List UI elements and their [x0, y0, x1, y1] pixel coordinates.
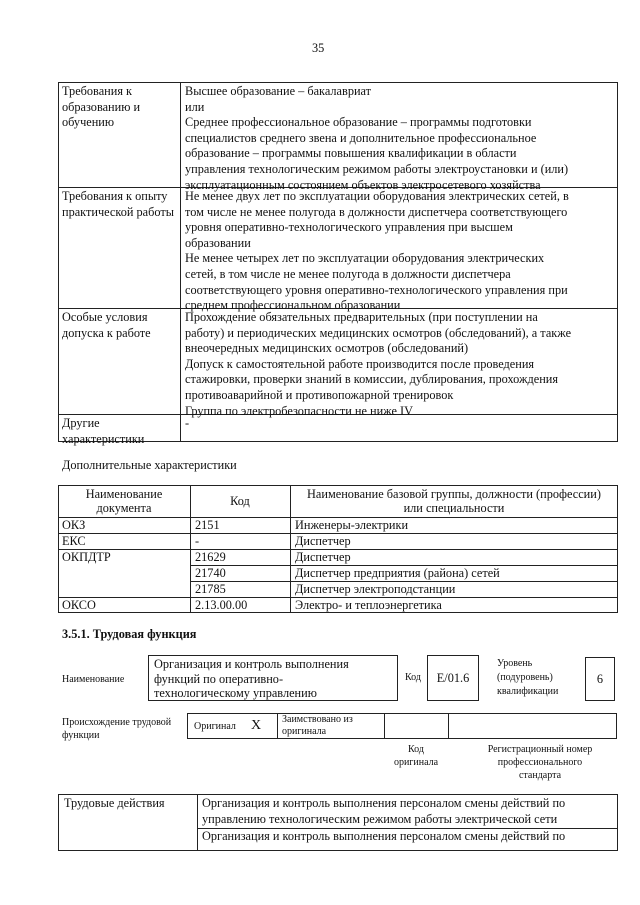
- code-original-label: Код оригинала: [393, 744, 439, 768]
- page-number: 35: [312, 41, 325, 55]
- table-cell-doc: ОКЗ: [62, 518, 86, 532]
- table-cell-doc: ОКСО: [62, 598, 96, 612]
- table-cell-name: Электро- и теплоэнергетика: [295, 598, 442, 612]
- requirement-label: Особые условия допуска к работе: [62, 310, 151, 340]
- reg-number-label: Регистрационный номер профессионального стандарта: [487, 744, 593, 781]
- requirement-label: Требования к образованию и обучению: [62, 84, 141, 130]
- borrowed-label: Заимствовано из оригинала: [282, 714, 353, 737]
- function-name-box: Организация и контроль выполнения функций по оперативно- технологическому управлению: [148, 655, 398, 701]
- table-cell-name: Диспетчер: [295, 534, 351, 548]
- table-cell-code: 21629: [195, 550, 226, 564]
- level-box: 6: [585, 657, 615, 701]
- name-label: Наименование: [62, 674, 125, 685]
- requirement-label: Требования к опыту практической работы: [62, 189, 174, 219]
- requirement-value: -: [185, 416, 190, 430]
- function-heading: 3.5.1. Трудовая функция: [62, 627, 197, 641]
- original-mark: X: [251, 718, 262, 733]
- requirement-value: Не менее двух лет по эксплуатации оборудования электрических сетей, в том числе не менее полугода в должности диспетчера соответствующего уровня оперативно-технологического управления при высшем образовании Не менее четырех лет по эксплуатации оборудования электрических сетей, в том числе не менее полугода в должности диспетчера соответствующего уровня оперативно-технологического управления при среднем профессиональном образовании: [185, 189, 569, 313]
- code-box: E/01.6: [427, 655, 479, 701]
- table-cell-code: 21740: [195, 566, 226, 580]
- requirement-value: Прохождение обязательных предварительных (при поступлении на работу) и периодических медицинских осмотров (обследований), а также внеочередных медицинских осмотров (обследований) Допуск к самостоятельной работе производится после проведения стажировки, проверки знаний в комиссии, дублирования, прохождения противоаварийной и противопожарной тренировок Группа по электробезопасности не ниже IV: [185, 310, 572, 418]
- table-cell-name: Диспетчер предприятия (района) сетей: [295, 566, 500, 580]
- table-cell-code: -: [195, 534, 200, 548]
- table-cell-doc: ОКПДТР: [62, 550, 111, 564]
- table-cell-name: Диспетчер электроподстанции: [295, 582, 456, 596]
- original-label: Оригинал: [194, 721, 236, 732]
- table-cell-name: Инженеры-электрики: [295, 518, 409, 532]
- requirement-label: Другие характеристики: [62, 416, 145, 446]
- code-label: Код: [405, 672, 421, 683]
- table-cell-doc: ЕКС: [62, 534, 86, 548]
- header-name: Наименование базовой группы, должности (профессии) или специальности: [307, 487, 601, 515]
- table-cell-name: Диспетчер: [295, 550, 351, 564]
- header-code: Код: [230, 494, 250, 508]
- labor-actions-label: Трудовые действия: [64, 796, 165, 810]
- additional-title: Дополнительные характеристики: [62, 458, 237, 472]
- requirement-value: Высшее образование – бакалавриат или Среднее профессиональное образование – программы подготовки специалистов среднего звена и дополнительное профессиональное образование – программы повышения квалификации в области управления технологическим режимом работы электроустановки и (или) эксплуатационным состоянием объектов электросетевого хозяйства: [185, 84, 569, 192]
- level-label: Уровень (подуровень) квалификации: [497, 658, 559, 697]
- table-cell-code: 2151: [195, 518, 220, 532]
- labor-action-item: Организация и контроль выполнения персоналом смены действий по управлению технологическим режимом работы электрической сети: [202, 796, 566, 826]
- labor-action-item: Организация и контроль выполнения персоналом смены действий по: [202, 829, 566, 843]
- table-cell-code: 2.13.00.00: [195, 598, 248, 612]
- header-doc: Наименование документа: [85, 487, 163, 515]
- table-cell-code: 21785: [195, 582, 226, 596]
- origin-label: Происхождение трудовой функции: [62, 717, 172, 741]
